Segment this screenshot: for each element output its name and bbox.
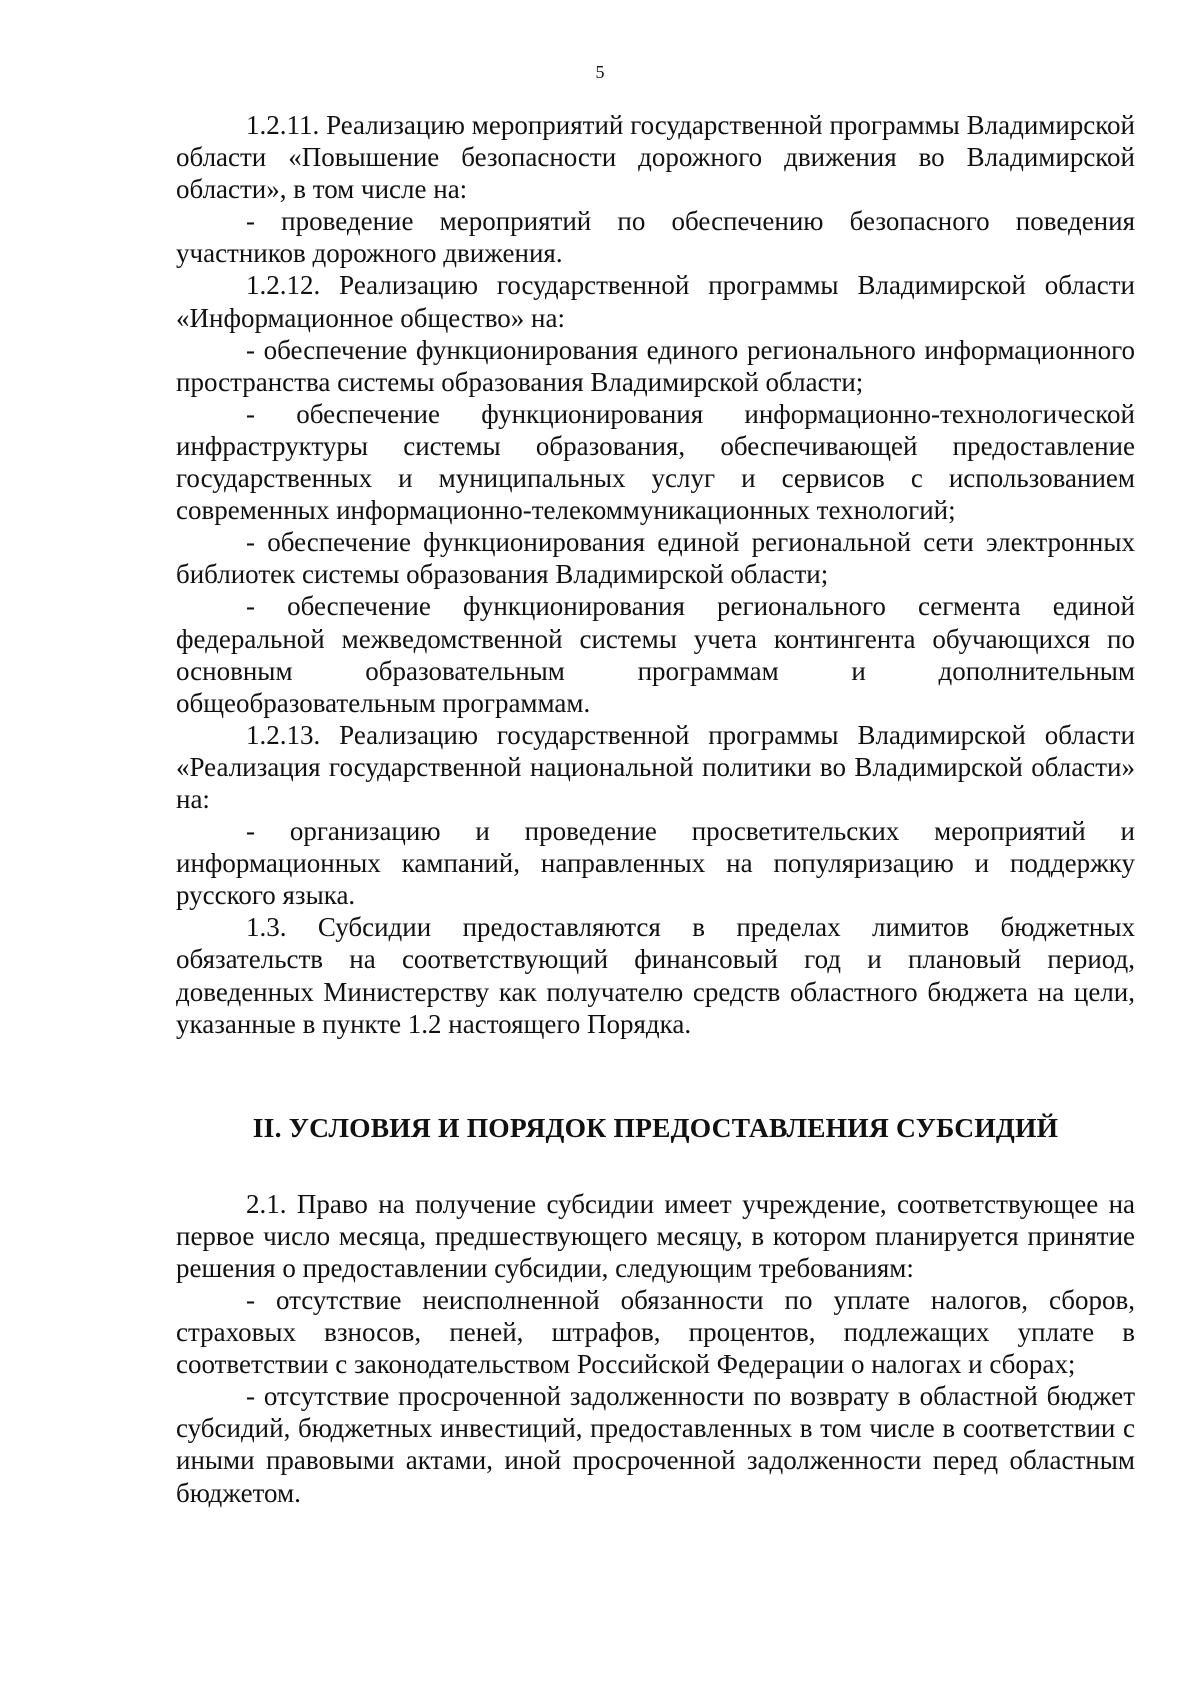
list-item-road-safety: - проведение мероприятий по обеспечению безопасного поведения участников дорожного движения.: [176, 206, 1135, 269]
section-heading: II. УСЛОВИЯ И ПОРЯДОК ПРЕДОСТАВЛЕНИЯ СУБСИДИЙ: [252, 1111, 1059, 1143]
list-item-russian-language: - организацию и проведение просветительских мероприятий и информационных кампаний, направленных на популяризацию и поддержку русского языка.: [176, 816, 1135, 911]
paragraph-2-1: 2.1. Право на получение субсидии имеет учреждение, соответствующее на первое число месяца, предшествующего месяцу, в котором планируется принятие решения о предоставлении субсидии, следующим требованиям:: [176, 1188, 1135, 1283]
document-body: [176, 109, 1135, 1509]
list-item-it-infrastructure: - обеспечение функционирования информационно-технологической инфраструктуры системы образования, обеспечивающей предоставление государственных и муниципальных услуг и сервисов с использованием современных информационно-телекоммуникационных технологий;: [176, 398, 1135, 526]
list-item-information-space: - обеспечение функционирования единого регионального информационного пространства системы образования Владимирской области;: [176, 334, 1135, 397]
list-item-overdue-debt: - отсутствие просроченной задолженности по возврату в областной бюджет субсидий, бюджетных инвестиций, предоставленных в том числе в соответствии с иными правовыми актами, иной просроченной задолженности перед областным бюджетом.: [176, 1381, 1135, 1508]
paragraph-1-2-12: 1.2.12. Реализацию государственной программы Владимирской области «Информационное общество» на:: [176, 270, 1135, 333]
paragraph-1-2-13: 1.2.13. Реализацию государственной программы Владимирской области «Реализация государственной национальной политики во Владимирской области» на:: [176, 719, 1135, 814]
list-item-electronic-libraries: - обеспечение функционирования единой региональной сети электронных библиотек системы образования Владимирской области;: [176, 527, 1135, 590]
paragraph-1-3: 1.3. Субсидии предоставляются в пределах лимитов бюджетных обязательств на соответствующий финансовый год и плановый период, доведенных Министерству как получателю средств областного бюджета на цели, указанные в пункте 1.2 настоящего Порядка.: [176, 912, 1135, 1039]
paragraph-1-2-11: 1.2.11. Реализацию мероприятий государственной программы Владимирской области «Повышение безопасности дорожного движения во Владимирской области», в том числе на:: [176, 110, 1135, 205]
list-item-student-records: - обеспечение функционирования регионального сегмента единой федеральной межведомственной системы учета контингента обучающихся по основным образовательным программам и дополнительным общеобразовательным программам.: [176, 591, 1135, 718]
list-item-tax-obligations: - отсутствие неисполненной обязанности по уплате налогов, сборов, страховых взносов, пеней, штрафов, процентов, подлежащих уплате в соответствии с законодательством Российской Федерации о налогах и сборах;: [176, 1285, 1135, 1380]
page-number: 5: [595, 62, 605, 82]
